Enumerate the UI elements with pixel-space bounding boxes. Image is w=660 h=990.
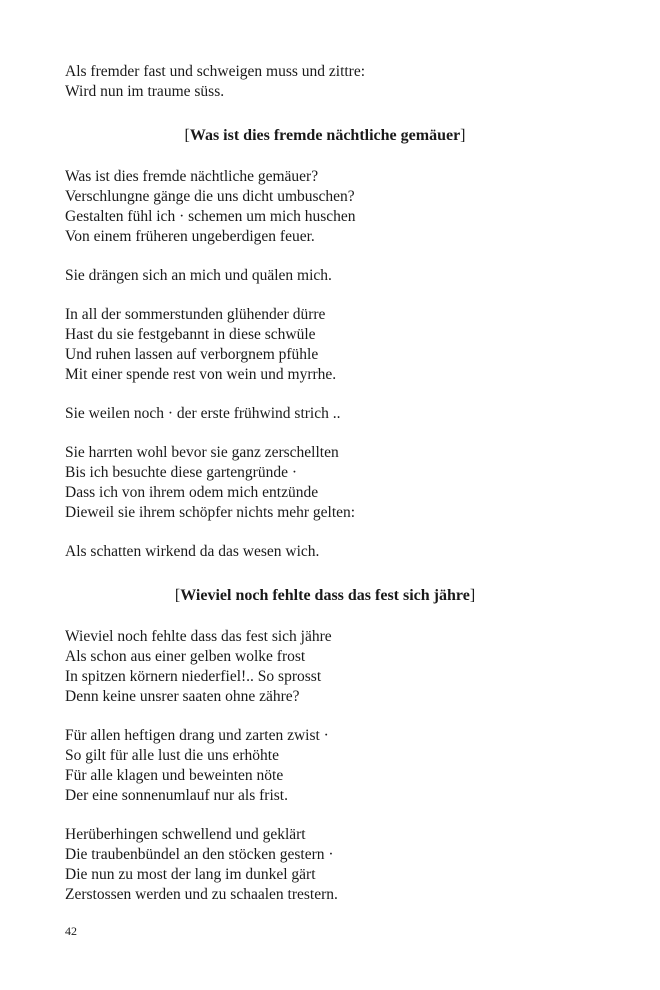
verse-line: Dieweil sie ihrem schöpfer nichts mehr gelten:: [65, 504, 356, 521]
verse-line: Herüberhingen schwellend und geklärt: [65, 826, 306, 843]
verse-line: Zerstossen werden und zu schaalen trestern.: [65, 886, 338, 903]
verse-line: Die traubenbündel an den stöcken gestern ·: [65, 846, 334, 863]
poem-title-1: [Was ist dies fremde nächtliche gemäuer]: [184, 127, 466, 144]
poem-title-2-text: Wieviel noch fehlte dass das fest sich jähre: [180, 587, 470, 604]
poem-title-2: [Wieviel noch fehlte dass das fest sich jähre]: [174, 587, 476, 604]
verse-line: Als schon aus einer gelben wolke frost: [65, 648, 306, 665]
verse-line: Denn keine unsrer saaten ohne zähre?: [65, 688, 300, 705]
verse-line: Sie harrten wohl bevor sie ganz zerschellten: [65, 444, 339, 461]
verse-line: So gilt für alle lust die uns erhöhte: [65, 747, 279, 764]
poem-title-1-text: Was ist dies fremde nächtliche gemäuer: [189, 127, 461, 144]
verse-line: Als schatten wirkend da das wesen wich.: [65, 543, 320, 560]
verse-line: Der eine sonnenumlauf nur als frist.: [65, 787, 288, 804]
verse-line: Hast du sie festgebannt in diese schwüle: [65, 326, 316, 343]
verse-line: Dass ich von ihrem odem mich entzünde: [65, 484, 319, 501]
verse-line: Was ist dies fremde nächtliche gemäuer?: [65, 168, 319, 185]
verse-line: Für alle klagen und beweinten nöte: [65, 767, 284, 784]
verse-line: Verschlungne gänge die uns dicht umbuschen?: [65, 188, 355, 205]
verse-line: In spitzen körnern niederfiel!.. So sprosst: [65, 668, 322, 685]
verse-line: Mit einer spende rest von wein und myrrhe.: [65, 366, 337, 383]
verse-line: Gestalten fühl ich · schemen um mich huschen: [65, 208, 356, 225]
verse-line: Und ruhen lassen auf verborgnem pfühle: [65, 346, 319, 363]
page-body: [65, 62, 605, 905]
verse-line: In all der sommerstunden glühender dürre: [65, 306, 326, 323]
verse-line: Wieviel noch fehlte dass das fest sich jähre: [65, 628, 332, 645]
verse-line: Sie drängen sich an mich und quälen mich.: [65, 267, 332, 284]
verse-line: Die nun zu most der lang im dunkel gärt: [65, 866, 316, 883]
verse-line: Für allen heftigen drang und zarten zwist ·: [65, 727, 329, 744]
verse-line: Als fremder fast und schweigen muss und zittre:: [65, 63, 366, 80]
verse-line: Sie weilen noch · der erste frühwind strich ..: [65, 405, 341, 422]
verse-line: Von einem früheren ungeberdigen feuer.: [65, 228, 315, 245]
page-number: 42: [65, 924, 77, 938]
verse-line: Bis ich besuchte diese gartengründe ·: [65, 464, 297, 481]
verse-line: Wird nun im traume süss.: [65, 83, 225, 100]
